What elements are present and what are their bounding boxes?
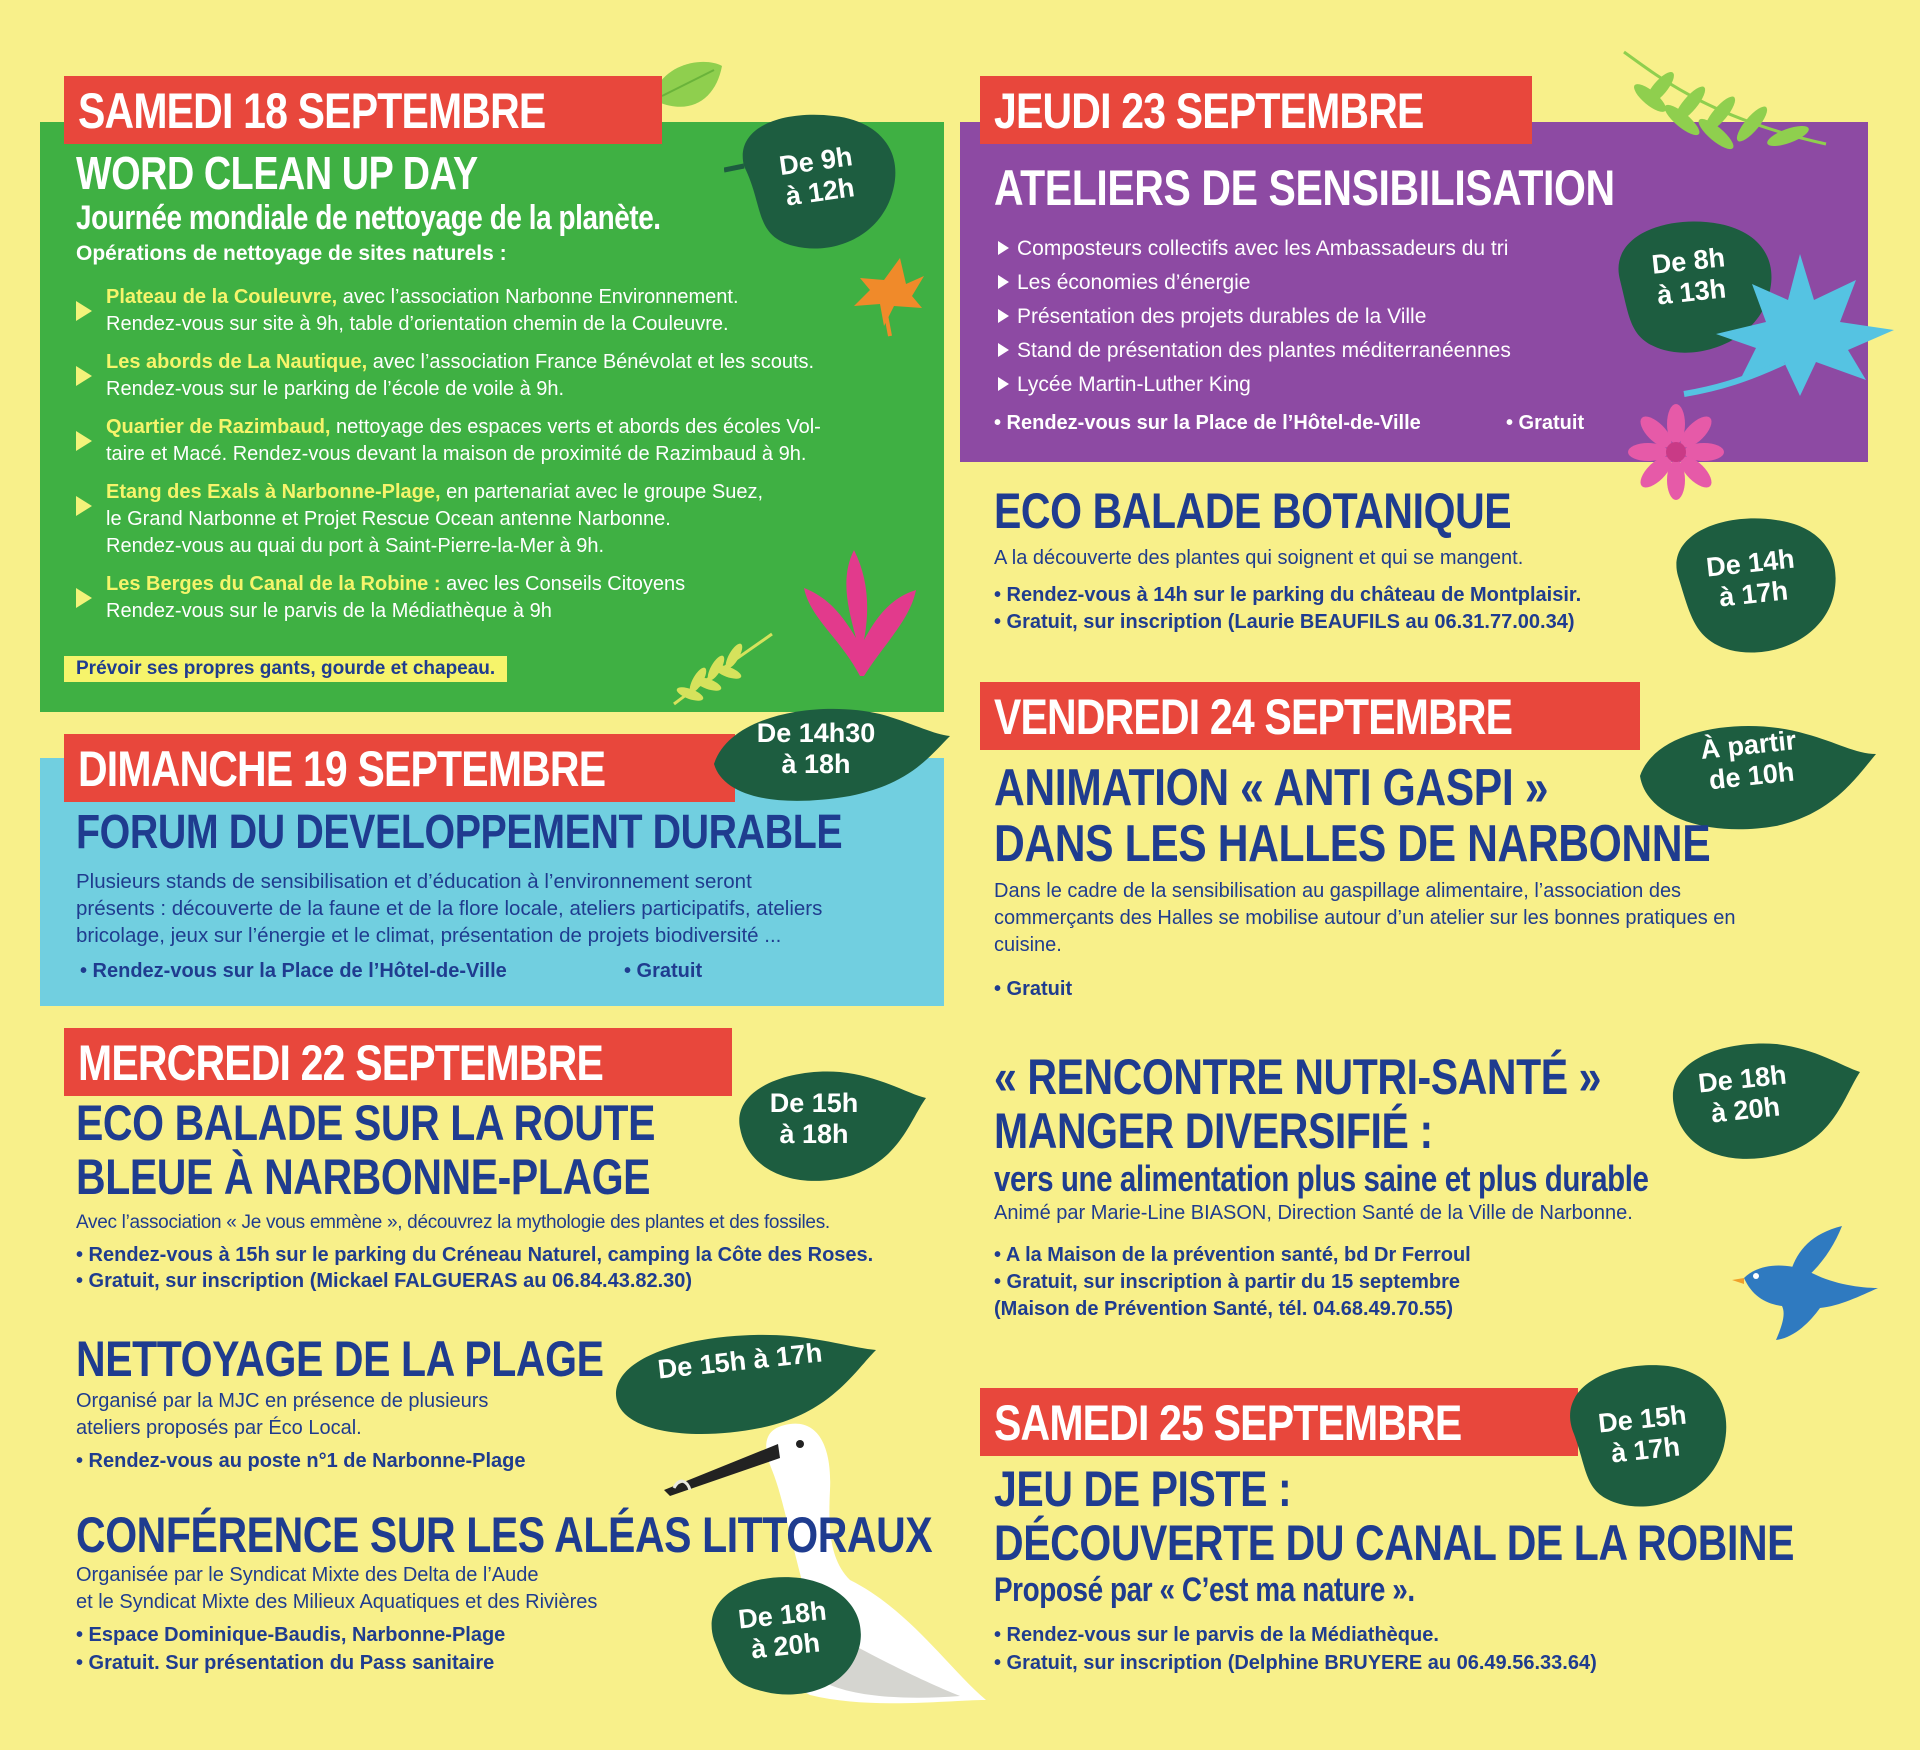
dim19-title: FORUM DU DEVELOPPEMENT DURABLE bbox=[76, 806, 843, 859]
mer22-e3-leaf-line1: De 18h bbox=[736, 1595, 828, 1635]
dim19-leaf-text bbox=[736, 718, 896, 780]
sam18-title: WORD CLEAN UP DAY bbox=[76, 147, 478, 199]
ven24-e2-desc: Animé par Marie-Line BIASON, Direction Santé de la Ville de Narbonne. bbox=[994, 1202, 1633, 1224]
fern-icon bbox=[1620, 48, 1830, 158]
sam25-sub: Proposé par « C’est ma nature ». bbox=[994, 1571, 1415, 1609]
item-rest2: Rendez-vous au quai du port à Saint-Pierre-la-Mer à 9h. bbox=[106, 535, 605, 557]
ven24-e1-body bbox=[994, 878, 1844, 959]
body-line: Organisée par le Syndicat Mixte des Delta de l’Aude bbox=[76, 1564, 539, 1586]
sam18-note: Prévoir ses propres gants, gourde et chapeau. bbox=[64, 656, 507, 682]
list-item bbox=[998, 334, 1511, 368]
fern-icon bbox=[668, 628, 778, 708]
sam18-leaf-line2: à 12h bbox=[783, 172, 857, 212]
list-item bbox=[76, 284, 936, 338]
dim19-date: DIMANCHE 19 SEPTEMBRE bbox=[78, 741, 606, 797]
mer22-e1-leaf-line1: De 15h bbox=[769, 1088, 859, 1118]
mer22-e2-title: NETTOYAGE DE LA PLAGE bbox=[76, 1331, 604, 1387]
triangle-bullet-icon bbox=[76, 588, 92, 608]
jeu23-e2-b1: • Rendez-vous à 14h sur le parking du château de Montplaisir. bbox=[994, 584, 1582, 606]
item-label: Lycée Martin-Luther King bbox=[1017, 373, 1251, 396]
ven24-e2-leaf-line1: De 18h bbox=[1696, 1059, 1788, 1099]
sam18-subtitle: Journée mondiale de nettoyage de la planète. bbox=[76, 199, 661, 237]
ven24-e1-leaf-line2: de 10h bbox=[1707, 756, 1796, 796]
jeu23-e2-desc: A la découverte des plantes qui soignent et qui se mangent. bbox=[994, 547, 1524, 569]
pink-leaf-icon bbox=[800, 548, 920, 678]
body-line: cuisine. bbox=[994, 934, 1062, 956]
bird-icon bbox=[1730, 1222, 1880, 1342]
mer22-date: MERCREDI 22 SEPTEMBRE bbox=[78, 1035, 603, 1091]
item-place: Les Berges du Canal de la Robine : bbox=[106, 573, 441, 595]
dim19-body bbox=[76, 868, 822, 949]
sam25-date-tag bbox=[980, 1388, 1578, 1456]
sam18-date: SAMEDI 18 SEPTEMBRE bbox=[78, 83, 546, 139]
mer22-e2-b1: • Rendez-vous au poste n°1 de Narbonne-Plage bbox=[76, 1450, 526, 1472]
mer22-e3-b2: • Gratuit. Sur présentation du Pass sanitaire bbox=[76, 1652, 495, 1674]
jeu23-e2-leaf-line1: De 14h bbox=[1704, 543, 1796, 583]
flower-icon bbox=[1628, 404, 1724, 500]
ven24-e1-title1: ANIMATION « ANTI GASPI » bbox=[994, 759, 1548, 817]
body-line: et le Syndicat Mixte des Milieux Aquatiques et des Rivières bbox=[76, 1591, 598, 1613]
jeu23-e2-leaf-text bbox=[1689, 542, 1815, 616]
jeu23-rdv: • Rendez-vous sur la Place de l’Hôtel-de-Ville bbox=[994, 412, 1421, 434]
jeu23-title: ATELIERS DE SENSIBILISATION bbox=[994, 160, 1615, 216]
item-line1: en partenariat avec le groupe Suez, bbox=[440, 481, 763, 503]
jeu23-items bbox=[998, 232, 1511, 402]
mer22-e3-desc bbox=[76, 1562, 597, 1616]
ven24-e2-b2: • Gratuit, sur inscription à partir du 15 septembre bbox=[994, 1271, 1460, 1293]
dim19-date-tag bbox=[64, 734, 735, 802]
ven24-e2-title1: « RENCONTRE NUTRI-SANTÉ » bbox=[994, 1049, 1602, 1105]
sam25-date: SAMEDI 25 SEPTEMBRE bbox=[994, 1395, 1462, 1451]
sam25-title2: DÉCOUVERTE DU CANAL DE LA ROBINE bbox=[994, 1515, 1795, 1571]
sam25-b1: • Rendez-vous sur le parvis de la Médiathèque. bbox=[994, 1624, 1439, 1646]
jeu23-e2-title: ECO BALADE BOTANIQUE bbox=[994, 483, 1512, 539]
sam18-ops: Opérations de nettoyage de sites naturels : bbox=[76, 242, 507, 265]
sam25-leaf-line2: à 17h bbox=[1609, 1431, 1682, 1469]
jeu23-date: JEUDI 23 SEPTEMBRE bbox=[994, 83, 1424, 139]
ven24-date-tag bbox=[980, 682, 1640, 750]
triangle-bullet-icon bbox=[998, 309, 1009, 323]
item-rest: taire et Macé. Rendez-vous devant la maison de proximité de Razimbaud à 9h. bbox=[106, 443, 807, 465]
ven24-e1-title2: DANS LES HALLES DE NARBONNE bbox=[994, 815, 1711, 873]
body-line: Plusieurs stands de sensibilisation et d’éducation à l’environnement seront bbox=[76, 870, 752, 893]
item-place: Plateau de la Couleuvre, bbox=[106, 286, 338, 308]
dim19-rdv: • Rendez-vous sur la Place de l’Hôtel-de-Ville bbox=[80, 960, 507, 982]
triangle-bullet-icon bbox=[998, 241, 1009, 255]
mer22-e3-title: CONFÉRENCE SUR LES ALÉAS LITTORAUX bbox=[76, 1507, 933, 1563]
mer22-e3-leaf-line2: à 20h bbox=[749, 1627, 822, 1665]
mer22-e1-title2: BLEUE À NARBONNE-PLAGE bbox=[76, 1149, 651, 1205]
ven24-e2-b3: (Maison de Prévention Santé, tél. 04.68.49.70.55) bbox=[994, 1298, 1454, 1320]
ven24-date: VENDREDI 24 SEPTEMBRE bbox=[994, 689, 1513, 745]
item-rest: Rendez-vous sur le parvis de la Médiathèque à 9h bbox=[106, 600, 552, 622]
mer22-e1-desc: Avec l’association « Je vous emmène », découvrez la mythologie des plantes et des fossiles. bbox=[76, 1212, 830, 1233]
list-item bbox=[76, 349, 936, 403]
mer22-e3-b1: • Espace Dominique-Baudis, Narbonne-Plage bbox=[76, 1624, 506, 1646]
triangle-bullet-icon bbox=[76, 301, 92, 321]
mer22-e1-title1: ECO BALADE SUR LA ROUTE bbox=[76, 1095, 656, 1151]
sam25-leaf-line1: De 15h bbox=[1596, 1399, 1688, 1439]
jeu23-e2-b2: • Gratuit, sur inscription (Laurie BEAUFILS au 06.31.77.00.34) bbox=[994, 611, 1575, 633]
maple-leaf-icon bbox=[1680, 250, 1900, 400]
item-rest: le Grand Narbonne et Projet Rescue Ocean antenne Narbonne. bbox=[106, 508, 671, 530]
item-label: Stand de présentation des plantes méditerranéennes bbox=[1017, 339, 1511, 362]
item-line1: avec les Conseils Citoyens bbox=[440, 573, 686, 595]
item-line1: avec l’association France Bénévolat et les scouts. bbox=[367, 351, 815, 373]
jeu23-leaf-line1: De 8h bbox=[1650, 242, 1727, 280]
list-item bbox=[998, 368, 1511, 402]
item-rest: Rendez-vous sur le parking de l’école de voile à 9h. bbox=[106, 378, 565, 400]
dim19-gratuit: • Gratuit bbox=[624, 960, 703, 982]
body-line: présents : découverte de la faune et de la flore locale, ateliers participatifs, ateliers bbox=[76, 897, 823, 920]
item-line1: avec l’association Narbonne Environnement. bbox=[337, 286, 739, 308]
mer22-e1-b2: • Gratuit, sur inscription (Mickael FALGUERAS au 06.84.43.82.30) bbox=[76, 1270, 693, 1292]
sam18-leaf-line1: De 9h bbox=[777, 141, 855, 182]
mer22-e2-leaf-text: De 15h à 17h bbox=[656, 1337, 824, 1385]
body-line: ateliers proposés par Éco Local. bbox=[76, 1417, 362, 1439]
mer22-e1-leaf-line2: à 18h bbox=[779, 1119, 849, 1149]
list-item bbox=[998, 300, 1511, 334]
dim19-leaf-line1: De 14h30 bbox=[756, 718, 876, 748]
item-place: Quartier de Razimbaud, bbox=[106, 416, 331, 438]
mer22-e2-desc bbox=[76, 1388, 488, 1442]
triangle-bullet-icon bbox=[76, 431, 92, 451]
item-place: Etang des Exals à Narbonne-Plage, bbox=[106, 481, 441, 503]
item-rest: Rendez-vous sur site à 9h, table d’orientation chemin de la Couleuvre. bbox=[106, 313, 729, 335]
ven24-e1-leaf-line1: À partir bbox=[1699, 725, 1798, 766]
sam25-title1: JEU DE PISTE : bbox=[994, 1461, 1292, 1517]
leaf-decoration-icon bbox=[652, 58, 724, 118]
list-item bbox=[998, 232, 1511, 266]
triangle-bullet-icon bbox=[998, 343, 1009, 357]
ven24-e1-b1: • Gratuit bbox=[994, 978, 1073, 1000]
sam18-date-tag bbox=[64, 76, 662, 144]
jeu23-gratuit: • Gratuit bbox=[1506, 412, 1585, 434]
mer22-e1-b1: • Rendez-vous à 15h sur le parking du Créneau Naturel, camping la Côte des Roses. bbox=[76, 1244, 874, 1266]
body-line: Organisé par la MJC en présence de plusieurs bbox=[76, 1390, 489, 1412]
item-label: Composteurs collectifs avec les Ambassadeurs du tri bbox=[1017, 237, 1509, 260]
dim19-leaf-line2: à 18h bbox=[781, 749, 851, 779]
item-line1: nettoyage des espaces verts et abords des écoles Vol- bbox=[330, 416, 821, 438]
triangle-bullet-icon bbox=[76, 366, 92, 386]
item-place: Les abords de La Nautique, bbox=[106, 351, 368, 373]
body-line: commerçants des Halles se mobilise autour d’un atelier sur les bonnes pratiques en bbox=[994, 907, 1736, 929]
ven24-e2-title2: MANGER DIVERSIFIÉ : bbox=[994, 1103, 1433, 1159]
list-item bbox=[76, 414, 936, 468]
ven24-e2-b1: • A la Maison de la prévention santé, bd Dr Ferroul bbox=[994, 1244, 1471, 1266]
sam25-leaf-text bbox=[1581, 1398, 1707, 1472]
ven24-e2-leaf-line2: à 20h bbox=[1709, 1091, 1782, 1129]
mer22-e3-leaf-text bbox=[721, 1594, 847, 1668]
item-label: Présentation des projets durables de la Ville bbox=[1017, 305, 1427, 328]
jeu23-e2-leaf-line2: à 17h bbox=[1717, 575, 1790, 613]
body-line: bricolage, jeux sur l’énergie et le climat, présentation de projets biodiversité ... bbox=[76, 924, 782, 947]
jeu23-leaf-line2: à 13h bbox=[1655, 273, 1728, 311]
jeu23-date-tag bbox=[980, 76, 1532, 144]
sam25-b2: • Gratuit, sur inscription (Delphine BRUYERE au 06.49.56.33.64) bbox=[994, 1652, 1597, 1674]
ven24-e2-sub: vers une alimentation plus saine et plus durable bbox=[994, 1158, 1649, 1199]
body-line: Dans le cadre de la sensibilisation au gaspillage alimentaire, l’association des bbox=[994, 880, 1682, 902]
mer22-date-tag bbox=[64, 1028, 732, 1096]
item-label: Les économies d’énergie bbox=[1017, 271, 1251, 294]
triangle-bullet-icon bbox=[998, 275, 1009, 289]
list-item bbox=[998, 266, 1511, 300]
triangle-bullet-icon bbox=[76, 496, 92, 516]
triangle-bullet-icon bbox=[998, 377, 1009, 391]
